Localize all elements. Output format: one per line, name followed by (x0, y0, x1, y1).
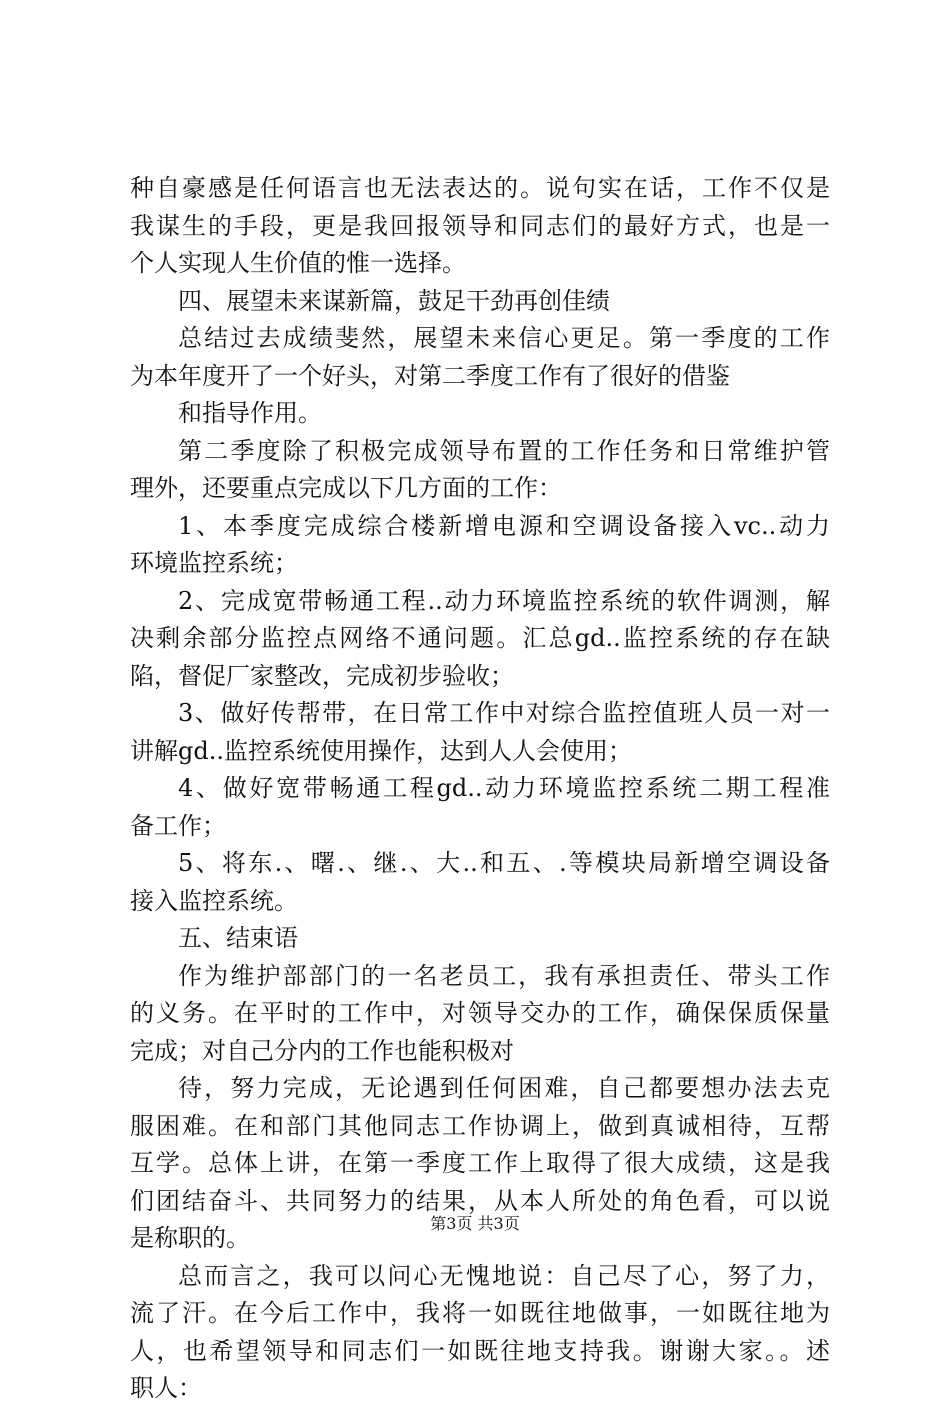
text-line: 陷，督促厂家整改，完成初步验收； (130, 661, 514, 690)
text-line: 备工作； (130, 811, 226, 840)
text-line: 是称职的。 (130, 1224, 250, 1252)
text-line: 职人： (130, 1374, 202, 1402)
text-line: 总结过去成绩斐然，展望未来信心更足。第一季度的工作 (178, 324, 830, 352)
text-line: 决剩余部分监控点网络不通问题。汇总gd..监控系统的存在缺 (130, 624, 830, 652)
text-line: 接入监控系统。 (130, 886, 298, 915)
text-line: 互学。总体上讲，在第一季度工作上取得了很大成绩，这是我 (130, 1149, 830, 1177)
text-line: 服困难。在和部门其他同志工作协调上，做到真诚相待，互帮 (130, 1111, 830, 1140)
text-line: 理外，还要重点完成以下几方面的工作： (130, 474, 562, 502)
text-line: 待，努力完成，无论遇到任何困难，自己都要想办法去克 (178, 1074, 830, 1102)
text-line: 我谋生的手段，更是我回报领导和同志们的最好方式，也是一 (130, 211, 830, 240)
text-line: 个人实现人生价值的惟一选择。 (130, 249, 466, 277)
text-line: 和指导作用。 (178, 399, 322, 427)
text-line: 3、做好传帮带，在日常工作中对综合监控值班人员一对一 (178, 699, 830, 727)
text-line: 1、本季度完成综合楼新增电源和空调设备接入vc..动力 (178, 511, 830, 540)
text-line: 4、做好宽带畅通工程gd..动力环境监控系统二期工程准 (178, 774, 830, 802)
text-line: 种自豪感是任何语言也无法表达的。说句实在话，工作不仅是 (130, 174, 830, 202)
text-line: 作为维护部部门的一名老员工，我有承担责任、带头工作 (178, 961, 830, 990)
text-line: 的义务。在平时的工作中，对领导交办的工作，确保保质保量 (130, 999, 830, 1027)
text-line: 2、完成宽带畅通工程..动力环境监控系统的软件调测，解 (178, 586, 830, 615)
text-line: 为本年度开了一个好头，对第二季度工作有了很好的借鉴 (130, 361, 730, 390)
text-line: 完成；对自己分内的工作也能积极对 (130, 1036, 514, 1065)
page-footer: 第3页 共3页 (430, 1214, 520, 1233)
text-line: 5、将东.、曙.、继.、大..和五、.等模块局新增空调设备 (178, 849, 830, 877)
text-line: 四、展望未来谋新篇，鼓足干劲再创佳绩 (178, 286, 610, 315)
text-line: 人，也希望领导和同志们一如既往地支持我。谢谢大家。。述 (130, 1336, 830, 1365)
text-line: 流了汗。在今后工作中，我将一如既往地做事，一如既往地为 (130, 1299, 830, 1327)
text-line: 们团结奋斗、共同努力的结果，从本人所处的角色看，可以说 (130, 1186, 830, 1215)
text-line: 讲解gd..监控系统使用操作，达到人人会使用； (130, 736, 632, 765)
text-line: 第二季度除了积极完成领导布置的工作任务和日常维护管 (178, 436, 830, 465)
text-line: 环境监控系统； (130, 549, 298, 577)
text-line: 总而言之，我可以问心无愧地说：自己尽了心，努了力， (178, 1261, 830, 1290)
text-line: 五、结束语 (178, 924, 298, 952)
